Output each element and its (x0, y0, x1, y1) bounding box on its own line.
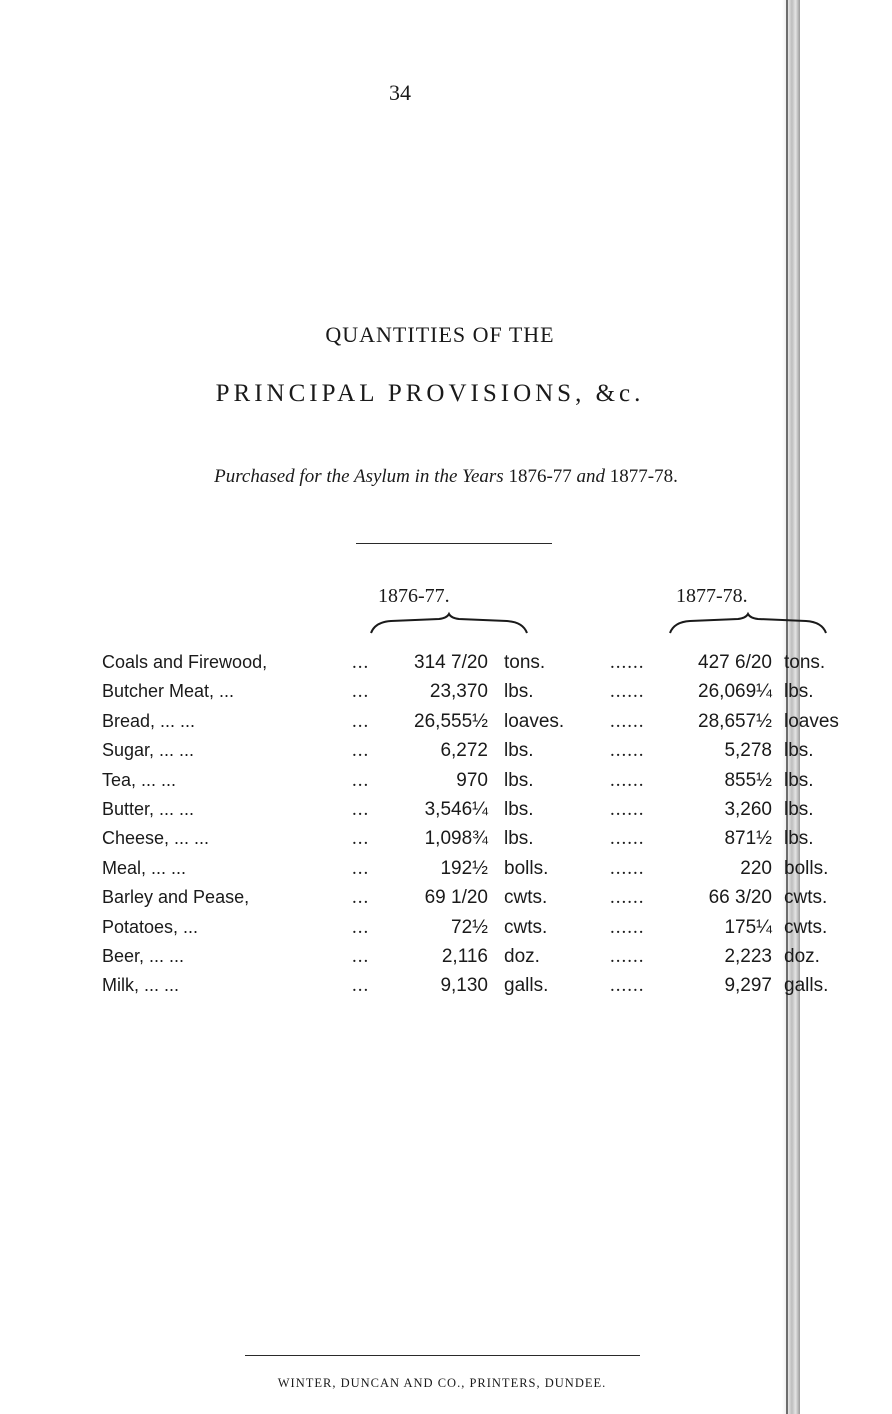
leader-dots: ... (352, 975, 370, 997)
item-name: Coals and Firewood, (102, 652, 268, 672)
unit-1877-78: lbs. (784, 828, 814, 850)
leader-dots: ... (352, 828, 370, 850)
leader-dots: ...... (610, 975, 645, 997)
quantity-1876-77: 26,555½ (414, 710, 488, 732)
quantity-1877-78: 3,260 (724, 799, 772, 820)
quantity-1877-78: 2,223 (724, 946, 772, 967)
leader-dots: ...... (610, 740, 645, 762)
leader-dots: ... (352, 710, 370, 732)
unit-1876-77: loaves. (504, 710, 565, 732)
table-row (0, 652, 826, 682)
item-name: Cheese, ... ... (102, 828, 210, 849)
table-row (0, 769, 814, 800)
brace-1877-78 (668, 613, 828, 635)
subtitle-year-1: 1876-77 (508, 466, 572, 487)
item-name: Meal, ... ... (102, 857, 187, 878)
footer-rule (245, 1355, 640, 1356)
unit-1876-77: tons. (504, 652, 546, 673)
quantity-1877-78: 26,069¼ (698, 681, 772, 703)
subtitle-text: Purchased for the Asylum in the Years (214, 466, 504, 487)
quantity-1877-78: 28,657½ (698, 710, 772, 732)
unit-1877-78: lbs. (784, 799, 814, 820)
table-row (0, 857, 829, 888)
quantity-1876-77: 23,370 (429, 681, 488, 703)
item-name: Barley and Pease, (102, 887, 250, 908)
quantity-1877-78: 871½ (724, 828, 772, 850)
quantity-1877-78: 855½ (724, 769, 772, 791)
quantity-1876-77: 72½ (451, 916, 488, 938)
quantity-1876-77: 6,272 (440, 740, 488, 762)
leader-dots: ...... (610, 799, 645, 820)
subtitle-year-2: 1877-78. (609, 466, 678, 487)
item-name: Butcher Meat, ... (102, 681, 235, 702)
leader-dots: ... (352, 857, 370, 879)
leader-dots: ...... (610, 946, 645, 967)
unit-1877-78: bolls. (784, 857, 829, 879)
quantity-1876-77: 314 7/20 (414, 652, 488, 673)
unit-1877-78: tons. (784, 652, 826, 673)
unit-1877-78: doz. (784, 946, 820, 967)
quantity-1876-77: 970 (456, 769, 488, 791)
leader-dots: ...... (610, 887, 645, 909)
quantity-1876-77: 192½ (440, 857, 488, 879)
item-name: Potatoes, ... (102, 916, 199, 937)
quantity-1877-78: 66 3/20 (708, 887, 772, 909)
leader-dots: ... (352, 916, 370, 938)
table-row (0, 828, 814, 858)
unit-1876-77: lbs. (504, 769, 534, 791)
table-row (0, 710, 839, 741)
item-name: Sugar, ... ... (102, 740, 195, 761)
subtitle (0, 466, 892, 488)
unit-1876-77: cwts. (504, 916, 548, 938)
unit-1877-78: galls. (784, 975, 829, 997)
quantity-1876-77: 69 1/20 (424, 887, 488, 909)
leader-dots: ... (352, 799, 370, 820)
page-number: 34 (389, 80, 411, 105)
table-row (0, 799, 814, 829)
unit-1876-77: galls. (504, 975, 549, 997)
quantity-1877-78: 220 (740, 857, 772, 879)
unit-1876-77: doz. (504, 946, 540, 967)
quantity-1877-78: 5,278 (724, 740, 772, 762)
unit-1877-78: loaves (784, 710, 839, 732)
quantity-1877-78: 9,297 (724, 975, 772, 997)
subtitle-and: and (576, 466, 606, 487)
title-line-1: QUANTITIES OF THE (325, 322, 555, 347)
leader-dots: ...... (610, 652, 645, 673)
quantity-1877-78: 175¼ (724, 916, 772, 938)
title-line-2: PRINCIPAL PROVISIONS, &c. (215, 380, 645, 407)
table-row (0, 975, 829, 1005)
brace-1876-77 (369, 613, 529, 635)
item-name: Butter, ... ... (102, 799, 195, 819)
unit-1876-77: lbs. (504, 681, 534, 703)
table-row (0, 887, 828, 917)
leader-dots: ...... (610, 769, 645, 791)
printer-imprint: WINTER, DUNCAN AND CO., PRINTERS, DUNDEE. (277, 1376, 607, 1390)
column-header-1877-78: 1877-78. (676, 585, 748, 607)
quantity-1877-78: 427 6/20 (698, 652, 772, 673)
leader-dots: ...... (610, 828, 645, 850)
unit-1876-77: lbs. (504, 740, 534, 762)
leader-dots: ...... (610, 681, 645, 703)
unit-1876-77: cwts. (504, 887, 548, 909)
unit-1877-78: lbs. (784, 681, 814, 703)
leader-dots: ...... (610, 857, 645, 879)
leader-dots: ... (352, 681, 370, 703)
leader-dots: ... (352, 769, 370, 791)
column-header-1876-77: 1876-77. (378, 585, 450, 607)
unit-1877-78: cwts. (784, 887, 828, 909)
unit-1876-77: bolls. (504, 857, 549, 879)
unit-1876-77: lbs. (504, 828, 534, 850)
unit-1877-78: cwts. (784, 916, 828, 938)
unit-1876-77: lbs. (504, 799, 534, 820)
item-name: Bread, ... ... (102, 710, 196, 731)
leader-dots: ... (352, 652, 370, 673)
table-row (0, 740, 814, 770)
table-row (0, 681, 814, 711)
quantity-1876-77: 1,098¾ (424, 828, 488, 850)
quantity-1876-77: 2,116 (441, 946, 488, 967)
item-name: Beer, ... ... (102, 946, 185, 966)
quantity-1876-77: 9,130 (440, 975, 488, 997)
item-name: Milk, ... ... (102, 975, 180, 996)
item-name: Tea, ... ... (102, 769, 177, 790)
leader-dots: ...... (610, 710, 645, 732)
quantity-1876-77: 3,546¼ (424, 799, 488, 820)
leader-dots: ...... (610, 916, 645, 938)
unit-1877-78: lbs. (784, 769, 814, 791)
leader-dots: ... (352, 887, 370, 909)
leader-dots: ... (352, 946, 370, 967)
leader-dots: ... (352, 740, 370, 762)
table-row (0, 946, 820, 976)
divider-rule (356, 543, 552, 544)
unit-1877-78: lbs. (784, 740, 814, 762)
table-row (0, 916, 828, 947)
